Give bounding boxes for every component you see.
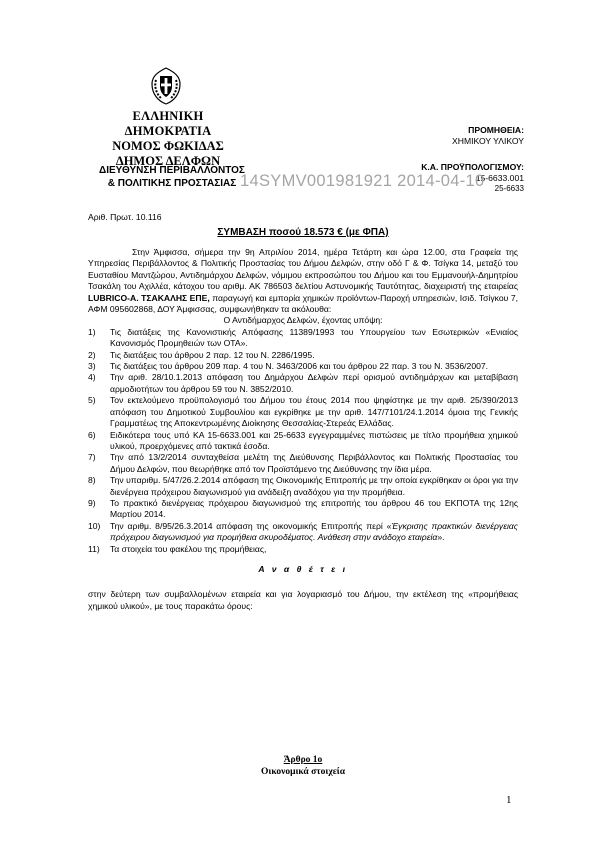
list-item-number: 11) <box>88 543 100 554</box>
list-item-text: Τις διατάξεις του άρθρου 209 παρ. 4 του Ν. 3463/2006 και του άρθρου 22 παρ. 3 του Ν. 3536/2007. <box>110 361 489 372</box>
page-number: 1 <box>506 794 512 806</box>
list-item <box>88 395 518 429</box>
department-name <box>92 164 252 190</box>
list-item-number: 8) <box>88 475 96 486</box>
supply-block <box>452 125 524 147</box>
supply-label: ΠΡΟΜΗΘΕΙΑ: <box>468 125 524 135</box>
list-item-number: 9) <box>88 497 96 508</box>
list-item <box>88 372 518 395</box>
list-item-number: 7) <box>88 452 96 463</box>
article-subtitle: Οικονομικά στοιχεία <box>260 767 346 777</box>
item-10-end: ». <box>437 532 445 543</box>
municipality-name: ΔΗΜΟΣ ΔΕΛΦΩΝ <box>115 154 221 168</box>
list-item-number: 1) <box>88 326 96 337</box>
list-item-text: Την αριθ. 28/10.1.2013 απόφαση του Δημάρχου Δελφών περί ορισμού αντιδημάρχων και μεταβίβαση αρμοδιοτήτων του άρθρου 59 του Ν. 3852/2010. <box>110 372 518 394</box>
item-10-text: Την αριθμ. 8/95/26.3.2014 απόφαση της οικονομικής Επιτροπής περί « <box>110 520 392 531</box>
list-item-number: 10) <box>88 520 101 531</box>
list-item-number: 5) <box>88 395 96 406</box>
list-item-number: 6) <box>88 429 96 440</box>
list-item-text: Την υπαριθμ. 5/47/26.2.2014 απόφαση της Οικονομικής Επιτροπής με την οποία εγκρίθηκαν οι όροι για την διενέργεια πρόχειρου διαγωνισμού για ανάδειξη αναδόχου για την προμήθεια. <box>110 475 518 497</box>
item-10-italic: Έγκρισης πρακτικών διενέργειας πρόχειρου διαγωνισμού για προμήθεια σκυροδέματος. Ανάθεση στην ανάδοχο εταιρεία <box>110 520 518 543</box>
list-item <box>88 350 518 361</box>
assigns-heading: Α ν α θ έ τ ε ι <box>258 563 348 574</box>
list-item-text: Ειδικότερα τους υπό ΚΑ 15-6633.001 και 25-6633 εγγεγραμμένες πιστώσεις με τίτλο προμήθεια χημικού υλικού, προερχόμενες από τακτικά έσοδα. <box>110 429 518 451</box>
list-item-text: Την από 13/2/2014 συνταχθείσα μελέτη της Διεύθυνσης Περιβάλλοντος και Πολιτικής Προστασίας του Δήμου Δελφών, που θεωρήθηκε από τον Προϊστάμενο της Διεύθυνσης την ίδια μέρα. <box>110 452 518 474</box>
intro-end-text: παραγωγή και εμπορία χημικών προϊόντων-Παροχή υπηρεσιών, Ισιδ. Τσίγκου 7, ΑΦΜ 095602868, ΔΟΥ Άμφισσας, συμφωνήθηκαν τα ακόλουθα: <box>88 292 518 315</box>
list-item <box>88 452 518 475</box>
list-item-text <box>110 521 518 544</box>
list-item <box>88 475 518 498</box>
intro-text: Στην Άμφισσα, σήμερα την 9η Απριλίου 2014, ημέρα Τετάρτη και ώρα 12.00, στα Γραφεία της Υπηρεσίας Περιβάλλοντος & Πολιτικής Προστασίας του Δήμου Δελφών, στην οδό Γ & Φ. Τσίγκα 14, μεταξύ του Ευσταθίου Μαντζώρου, Αντιδημάρχου Δελφών, νόμιμου εκπροσώπου του Δήμου και του Εμμανουήλ-Δημητρίου Τσακάλη του Αχιλλέα, κάτοχου του αριθμ. ΑΚ 786503 δελτίου Αστυνομικής Ταυτότητας, διαχειριστή της εταιρείας <box>88 247 518 292</box>
department-line-1: ΔΙΕΥΘΥΝΣΗ ΠΕΡΙΒΑΛΛΟΝΤΟΣ <box>99 165 245 176</box>
list-item-text: Τις διατάξεις του άρθρου 2 παρ. 12 του Ν. 2286/1995. <box>110 349 315 360</box>
registry-stamp: 14SYMV001981921 2014-04-10 <box>240 172 485 190</box>
intro-paragraph <box>88 247 518 315</box>
budget-code-2: 25-6633 <box>494 184 524 193</box>
supply-value: ΧΗΜΙΚΟΥ ΥΛΙΚΟΥ <box>452 136 524 146</box>
assign-paragraph: στην δεύτερη των συμβαλλομένων εταιρεία και για λογαριασμό του Δήμου, την εκτέλεση της «προμήθειας χημικού υλικού», με τους παρακάτω όρους: <box>88 589 518 611</box>
list-item <box>88 498 518 521</box>
prefecture-name: ΝΟΜΟΣ ΦΩΚΙΔΑΣ <box>112 139 224 153</box>
department-line-2: & ΠΟΛΙΤΙΚΗΣ ΠΡΟΣΤΑΣΙΑΣ <box>107 178 237 189</box>
budget-label: Κ.Α. ΠΡΟΫΠΟΛΟΓΙΣΜΟΥ: <box>421 162 524 172</box>
list-item-text: Τα στοιχεία του φακέλου της προμήθειας, <box>110 543 267 554</box>
greek-emblem-icon <box>148 66 184 106</box>
document-body <box>88 247 518 612</box>
contract-title: ΣΥΜΒΑΣΗ ποσού 18.573 € (με ΦΠΑ) <box>217 227 389 238</box>
list-item <box>88 430 518 453</box>
country-name: ΕΛΛΗΝΙΚΗ ΔΗΜΟΚΡΑΤΙΑ <box>124 109 212 138</box>
list-item <box>88 521 518 544</box>
considering-line: Ο Αντιδήμαρχος Δελφών, έχοντας υπόψη: <box>223 315 383 326</box>
list-item-number: 2) <box>88 349 96 360</box>
list-item-text: Το πρακτικό διενέργειας πρόχειρου διαγωνισμού της επιτροπής του άρθρου 46 του ΕΚΠΟΤΑ της 12ης Μαρτίου 2014. <box>110 497 518 520</box>
list-item <box>88 327 518 350</box>
list-item-text: Τις διατάξεις της Κανονιστικής Απόφασης 11389/1993 του Υπουργείου των Εσωτερικών «Ενιαίος Κανονισμός Προμηθειών των ΟΤΑ». <box>110 326 518 349</box>
list-item-number: 4) <box>88 372 96 383</box>
article-title: Άρθρο 1ο <box>283 755 323 765</box>
protocol-number: Αριθ. Πρωτ. 10.116 <box>88 212 162 222</box>
company-name: LUBRICO-Α. ΤΣΑΚΑΛΗΣ ΕΠΕ, <box>88 292 210 303</box>
list-item-text: Τον εκτελούμενο προϋπολογισμό του Δήμου του έτους 2014 που ψηφίστηκε με την αριθ. 25/390/2013 απόφαση του Δημοτικού Συμβουλίου και εγκρίθηκε με την αριθ. 147/7101/24.1.2014 όμοια της Γενικής Γραμματέως της Αποκεντρωμένης Διοίκησης Θεσσαλίας-Στερεάς Ελλάδας. <box>110 395 518 429</box>
budget-code-1: 15-6633.001 <box>475 173 524 183</box>
issuer-header <box>88 109 248 169</box>
list-item-number: 3) <box>88 361 96 372</box>
list-item <box>88 544 518 555</box>
list-item <box>88 361 518 372</box>
